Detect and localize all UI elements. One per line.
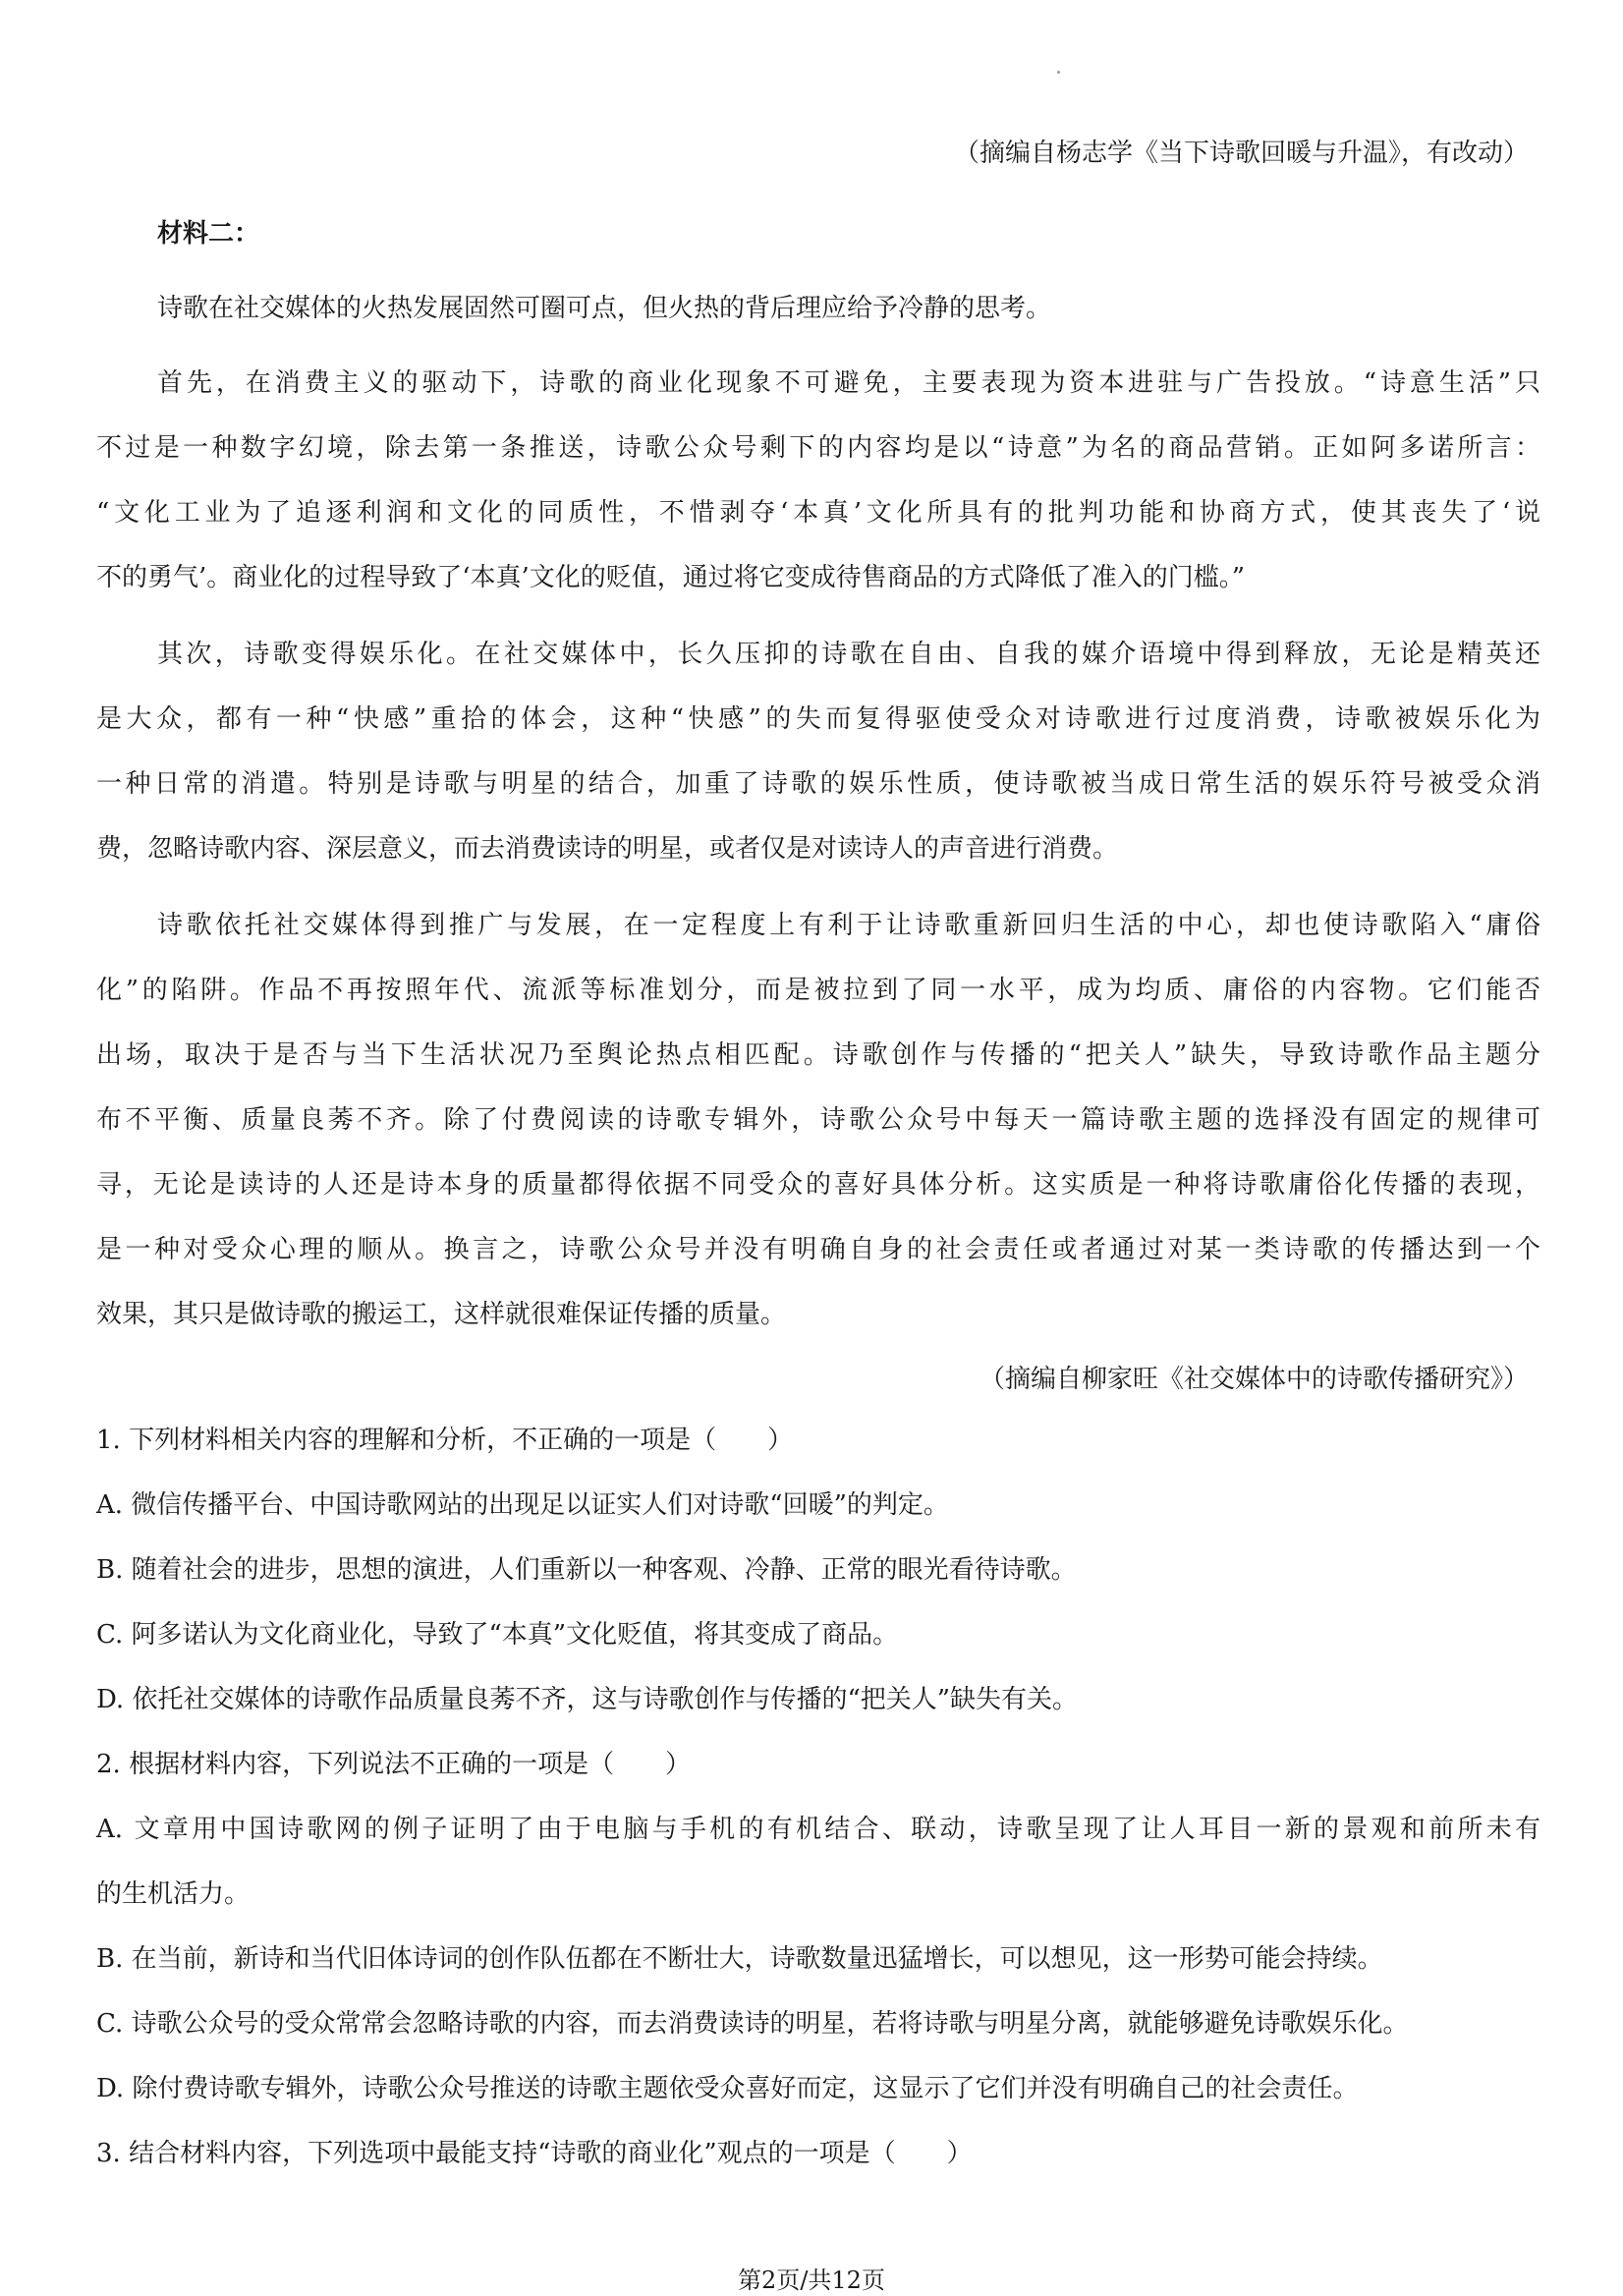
paragraph-line: 不的勇气’。商业化的过程导致了‘本真’文化的贬值，通过将它变成待售商品的方式降低了准入的门槛。”: [96, 563, 1246, 592]
question-2-option-d: D. 除付费诗歌专辑外，诗歌公众号推送的诗歌主题依受众喜好而定，这显示了它们并没有明确自己的社会责任。: [96, 2074, 1359, 2103]
question-2-option-a-cont: 的生机活力。: [96, 1879, 251, 1909]
question-1-stem: 1. 下列材料相关内容的理解和分析，不正确的一项是（ ）: [96, 1426, 794, 1455]
paragraph-line: 其次，诗歌变得娱乐化。在社交媒体中，长久压抑的诗歌在自由、自我的媒介语境中得到释放，无论是精英还: [157, 640, 1540, 669]
question-1-option-b: B. 随着社会的进步，思想的演进，人们重新以一种客观、冷静、正常的眼光看待诗歌。: [96, 1555, 1077, 1585]
source-citation-2: （摘编自柳家旺《社交媒体中的诗歌传播研究》）: [979, 1365, 1529, 1394]
paragraph-line: 出场，取决于是否与当下生活状况乃至舆论热点相匹配。诗歌创作与传播的“把关人”缺失，导致诗歌作品主题分: [96, 1040, 1540, 1070]
paragraph-line: 是大众，都有一种“快感”重拾的体会，这种“快感”的失而复得驱使受众对诗歌进行过度消费，诗歌被娱乐化为: [96, 704, 1540, 734]
paragraph-line: 费，忽略诗歌内容、深层意义，而去消费读诗的明星，或者仅是对读诗人的声音进行消费。: [96, 834, 1119, 864]
question-2-option-c: C. 诗歌公众号的受众常常会忽略诗歌的内容，而去消费读诗的明星，若将诗歌与明星分离，就能够避免诗歌娱乐化。: [96, 2009, 1409, 2039]
page-footer: 第2页/共12页: [738, 2267, 885, 2294]
paragraph-line: 不过是一种数字幻境，除去第一条推送，诗歌公众号剩下的内容均是以“诗意”为名的商品营销。正如阿多诺所言：: [96, 433, 1540, 463]
scan-speck: [1057, 71, 1060, 74]
paragraph-line: 化”的陷阱。作品不再按照年代、流派等标准划分，而是被拉到了同一水平，成为均质、庸俗的内容物。它们能否: [96, 976, 1540, 1005]
question-1-option-c: C. 阿多诺认为文化商业化，导致了“本真”文化贬值，将其变成了商品。: [96, 1620, 899, 1650]
question-1-option-d: D. 依托社交媒体的诗歌作品质量良莠不齐，这与诗歌创作与传播的“把关人”缺失有关。: [96, 1685, 1079, 1714]
question-2-option-b: B. 在当前，新诗和当代旧体诗词的创作队伍都在不断壮大，诗歌数量迅猛增长，可以想见，这一形势可能会持续。: [96, 1944, 1383, 1974]
paragraph-line: 首先，在消费主义的驱动下，诗歌的商业化现象不可避免，主要表现为资本进驻与广告投放。“诗意生活”只: [157, 368, 1540, 398]
question-2-stem: 2. 根据材料内容，下列说法不正确的一项是（ ）: [96, 1750, 692, 1779]
paragraph-line: 诗歌依托社交媒体得到推广与发展，在一定程度上有利于让诗歌重新回归生活的中心，却也使诗歌陷入“庸俗: [157, 911, 1540, 940]
paragraph-line: 一种日常的消遣。特别是诗歌与明星的结合，加重了诗歌的娱乐性质，使诗歌被当成日常生活的娱乐符号被受众消: [96, 769, 1540, 799]
paragraph-line: 寻，无论是读诗的人还是诗本身的质量都得依据不同受众的喜好具体分析。这实质是一种将诗歌庸俗化传播的表现，: [96, 1170, 1540, 1200]
paragraph-line: 效果，其只是做诗歌的搬运工，这样就很难保证传播的质量。: [96, 1300, 787, 1329]
paragraph-line: “文化工业为了追逐利润和文化的同质性，不惜剥夺‘本真’文化所具有的批判功能和协商方式，使其丧失了‘说: [96, 498, 1540, 528]
question-1-option-a: A. 微信传播平台、中国诗歌网站的出现足以证实人们对诗歌“回暖”的判定。: [96, 1490, 949, 1520]
paragraph-line: 布不平衡、质量良莠不齐。除了付费阅读的诗歌专辑外，诗歌公众号中每天一篇诗歌主题的选择没有固定的规律可: [96, 1105, 1540, 1135]
paragraph-line: 是一种对受众心理的顺从。换言之，诗歌公众号并没有明确自身的社会责任或者通过对某一类诗歌的传播达到一个: [96, 1235, 1540, 1264]
material-2-heading: 材料二：: [157, 219, 260, 249]
question-2-option-a: A. 文章用中国诗歌网的例子证明了由于电脑与手机的有机结合、联动，诗歌呈现了让人耳目一新的景观和前所未有: [96, 1815, 1540, 1844]
paragraph-line: 诗歌在社交媒体的火热发展固然可圈可点，但火热的背后理应给予冷静的思考。: [157, 294, 1052, 323]
source-citation-1: （摘编自杨志学《当下诗歌回暖与升温》，有改动）: [953, 139, 1529, 168]
question-3-stem: 3. 结合材料内容，下列选项中最能支持“诗歌的商业化”观点的一项是（ ）: [96, 2139, 973, 2168]
